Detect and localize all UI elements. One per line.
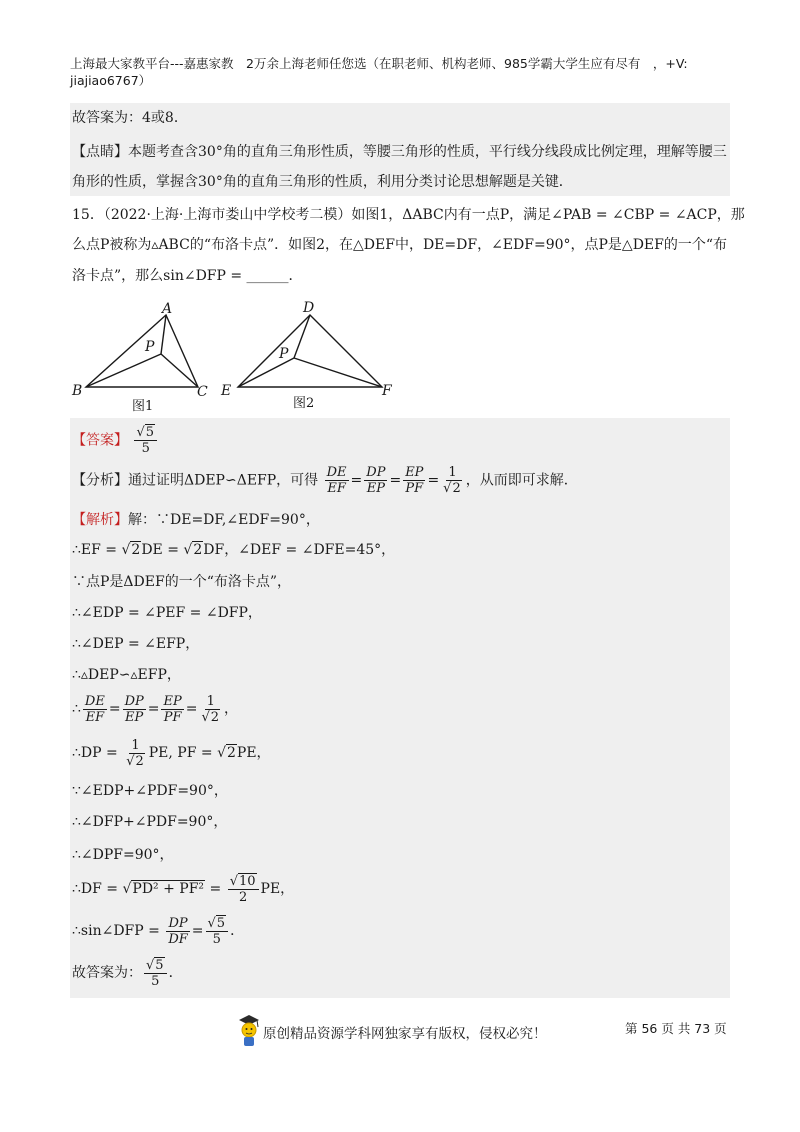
step-2-post: ，∠DEF = ∠DFE=45°，	[224, 542, 396, 558]
problem-line-3: 洛卡点”，那么sin∠DFP = ______．	[72, 268, 303, 284]
label-p2: P	[279, 346, 289, 362]
answer-line	[72, 425, 159, 456]
segment-fp	[294, 358, 382, 387]
comment-tag: 【点睛】	[72, 144, 128, 160]
answer-fraction: $\frac{√5}{5}$	[134, 425, 157, 456]
solution-line-5: ∴∠DEP = ∠EFP，	[72, 636, 200, 652]
analysis-tag: 【分析】	[72, 472, 128, 489]
label-a: A	[162, 301, 173, 317]
step-8-pre: ∴DP =	[72, 745, 123, 761]
segment-ap	[161, 315, 166, 354]
solution-final: 故答案为： $\frac{√5}{5}$ ．	[72, 957, 183, 989]
analysis-post: ，从而即可求解．	[465, 472, 578, 489]
segment-dp	[294, 315, 310, 358]
label-f: F	[382, 383, 392, 399]
page-header	[70, 55, 735, 89]
step-12-pre: ∴DF =	[72, 881, 123, 897]
page-number: 第 56 页 共 73 页	[625, 1021, 727, 1036]
comment-text-1: 本题考查含30°角的直角三角形性质，等腰三角形的性质，平行线分线段成比例定理，理解等腰三	[128, 144, 727, 160]
step-13-pre: ∴sin∠DFP =	[72, 923, 165, 939]
solution-line-1	[72, 510, 320, 530]
answer-tag: 【答案】	[72, 432, 128, 449]
step-8-post: PE，	[236, 745, 271, 761]
final-answer-label: 故答案为：	[72, 965, 142, 981]
solution-step-1: 解：∵DE=DF,∠EDF=90°，	[128, 512, 320, 528]
figure-2	[215, 298, 405, 418]
comment-line-1	[72, 142, 727, 162]
label-p1: P	[145, 339, 155, 355]
mascot-icon	[236, 1014, 262, 1048]
solution-line-12: ∴DF = √PD² + PF² = $\frac{√10}{2}$ PE，	[72, 873, 295, 905]
comment-line-2: 角形的性质，掌握含30°角的直角三角形的性质，利用分类讨论思想解题是关键．	[72, 174, 573, 190]
solution-line-7: ∴ $\frac{DE}{EF}$ = $\frac{DP}{EP}$ = $\frac{EP}{PF}$ = $\frac{1}{√2}$ ，	[72, 693, 239, 725]
solution-line-4: ∴∠EDP = ∠PEF = ∠DFP，	[72, 605, 262, 621]
header-line-2: jiajiao6767）	[70, 73, 152, 88]
solution-line-6: ∴▵DEP∽▵EFP，	[72, 667, 181, 683]
analysis-pre: 通过证明ΔDEP∽ΔEFP，可得	[128, 472, 319, 489]
header-line-1: 上海最大家教平台---嘉惠家教 2万余上海老师任您选（在职老师、机构老师、985学霸大学生应有尽有 ，+V:	[70, 56, 688, 71]
step-7-pre: ∴	[72, 701, 81, 717]
label-d: D	[303, 300, 315, 316]
figure-1-caption: 图1	[132, 399, 154, 414]
step-8-mid: PE, PF =	[148, 745, 218, 761]
segment-bp	[86, 354, 161, 387]
step-2-pre: ∴EF =	[72, 542, 122, 558]
solution-line-11: ∴∠DPF=90°，	[72, 847, 174, 863]
solution-line-8: ∴DP = $\frac{1}{√2}$ PE, PF = √2PE，	[72, 737, 271, 769]
figure-2-caption: 图2	[293, 396, 315, 411]
triangle-abc	[86, 315, 198, 387]
step-12-post: PE，	[260, 881, 295, 897]
figure-1	[70, 298, 220, 418]
label-e: E	[221, 383, 232, 399]
label-c: C	[197, 384, 208, 400]
solution-line-10: ∴∠DFP+∠PDF=90°，	[72, 814, 228, 830]
problem-line-2: 么点P被称为▵ABC的“布洛卡点”．如图2，在△DEF中，DE=DF，∠EDF=90°，点P是△DEF的一个“布	[72, 237, 728, 253]
answer-den: 5	[141, 441, 150, 456]
solution-tag: 【解析】	[72, 512, 128, 528]
answer-num: 5	[145, 425, 155, 440]
solution-line-2: ∴EF = √2DE = √2DF，∠DEF = ∠DFE=45°，	[72, 542, 396, 558]
analysis-line: 【分析】通过证明ΔDEP∽ΔEFP，可得 $\frac{DE}{EF}$ = $\frac{DP}{EP}$ = $\frac{EP}{PF}$ = $\frac{1}{√2}$ ，从而即可求解．	[72, 465, 578, 496]
solution-line-3: ∵点P是ΔDEF的一个“布洛卡点”，	[72, 574, 292, 590]
problem-line-1: 15．（2022·上海·上海市娄山中学校考二模）如图1，ΔABC内有一点P，满足∠PAB = ∠CBP = ∠ACP，那	[72, 207, 745, 223]
segment-cp	[161, 354, 198, 387]
label-b: B	[72, 383, 83, 399]
footer-copyright: 原创精品资源学科网独家享有版权，侵权必究！	[263, 1026, 547, 1042]
solution-line-9: ∵∠EDP+∠PDF=90°，	[72, 783, 228, 799]
solution-line-13: ∴sin∠DFP = $\frac{DP}{DF}$ = $\frac{√5}{5}$ ．	[72, 915, 245, 947]
segment-ep	[238, 358, 294, 387]
previous-answer: 故答案为：4或8．	[72, 110, 188, 126]
